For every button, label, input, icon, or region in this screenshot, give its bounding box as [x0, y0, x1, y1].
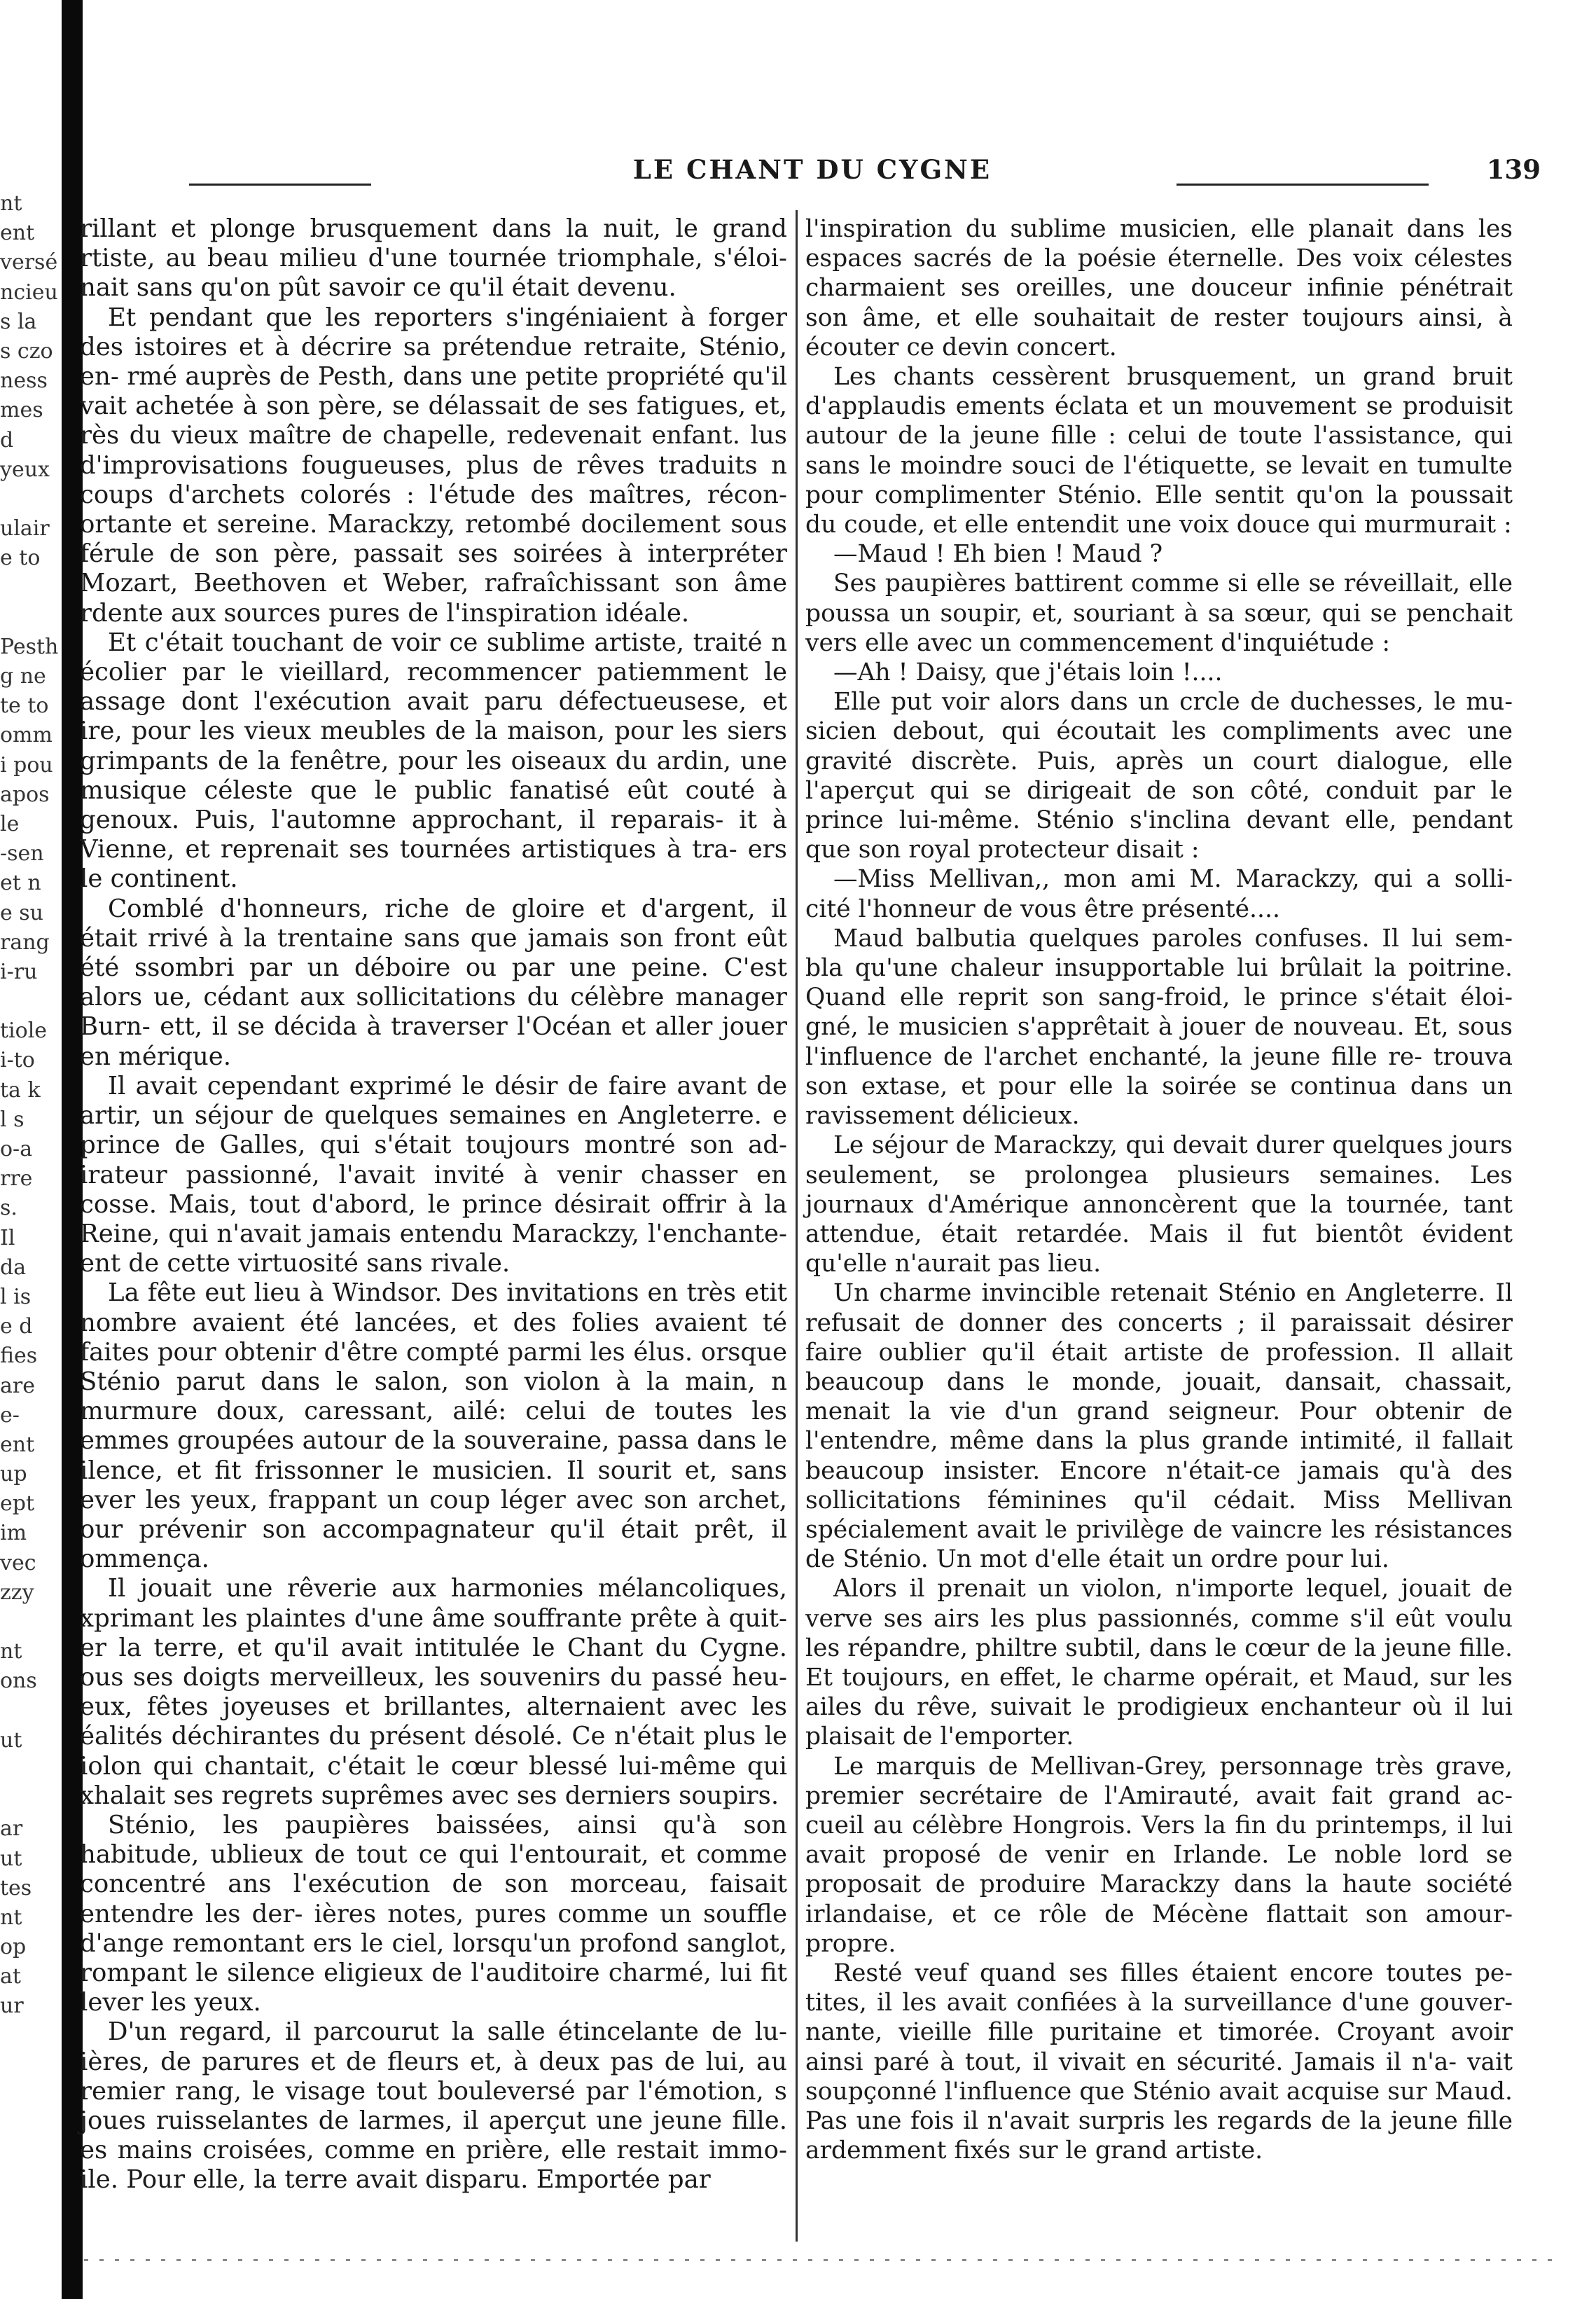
spill-fragment: e d [0, 1314, 33, 1339]
spill-fragment: rre [0, 1166, 33, 1192]
spill-fragment: apos [0, 782, 50, 807]
spill-fragment: -sen [0, 841, 44, 867]
spill-fragment: im [0, 1521, 27, 1546]
spill-fragment: rang [0, 930, 50, 955]
paragraph: Il jouait une rêverie aux harmonies mélancoliques, xprimant les plaintes d'une âme souffrante prête à quit- er la terre, et qu'il avait intitulée le Chant du Cygne. ous ses doigts merveilleux, les souvenirs du passé heu- eux, fêtes joyeuses et brillantes, alternaient avec les éalités déchirantes du présent désolé. Ce n'était plus le iolon qui chantait, c'était le cœur blessé lui-même qui xhalait ses regrets suprêmes avec ses derniers soupirs. [80, 1574, 787, 1810]
spill-fragment: fies [0, 1344, 38, 1369]
spill-fragment: s. [0, 1196, 18, 1221]
spill-fragment: et n [0, 871, 41, 896]
paragraph: Un charme invincible retenait Sténio en Angleterre. Il refusait de donner des concerts ; il paraissait désirer faire oublier qu'il était artiste de profession. Il allait beaucoup dans le monde, jouait, dansait, chassait, menait la vie d'un grand seigneur. Pour obtenir de l'entendre, même dans la plus grande intimité, il fallait beaucoup insister. Encore n'était-ce jamais qu'à des sollicitations féminines qu'il cédait. Miss Mellivan spécialement avait le privilège de vaincre les résistances de Sténio. Un mot d'elle était un ordre pour lui. [805, 1279, 1513, 1574]
spill-fragment: e- [0, 1402, 20, 1428]
spill-fragment [0, 1785, 59, 1814]
paragraph: l'inspiration du sublime musicien, elle planait dans les espaces sacrés de la poésie éternelle. Des voix célestes charmaient ses oreilles, une douceur infinie pénétrait son âme, et elle souhaitait de rester toujours ainsi, à écouter ce devin concert. [805, 215, 1513, 361]
spill-fragment: e to [0, 546, 41, 571]
spill-fragment: nt [0, 1639, 22, 1664]
paragraph: D'un regard, il parcourut la salle étincelante de lu- ières, de parures et de fleurs et, à deux pas de lui, au remier rang, le visage tout bouleversé par l'émotion, s joues ruisselantes de larmes, il aperçut une jeune fille. es mains croisées, comme en prière, elle restait immo- ile. Pour elle, la terre avait disparu. Emportée par [80, 2017, 787, 2195]
spill-fragment [0, 1755, 59, 1785]
spill-fragment: are [0, 1373, 35, 1398]
spill-fragment: ept [0, 1491, 35, 1517]
paragraph: Et pendant que les reporters s'ingéniaient à forger des istoires et à décrire sa prétendue retraite, Sténio, en- rmé auprès de Pesth, dans une petite propriété qu'il vait achetée à son père, se délassait de ses fatigues, et, rès du vieux maître de chapelle, redevenait enfant. lus d'improvisations fougueuses, plus de rêves traduits n coups d'archets colorés : l'étude des maîtres, récon- ortante et sereine. Marackzy, retombé docilement sous férule de son père, passait ses soirées à interpréter Mozart, Beethoven et Weber, rafraîchissant son âme rdente aux sources pures de l'inspiration idéale. [80, 303, 787, 628]
spill-fragment: up [0, 1462, 27, 1487]
spill-fragment: s czo [0, 338, 53, 364]
spill-fragment: ar [0, 1816, 23, 1842]
spill-fragment: d [0, 427, 14, 453]
paragraph: Elle put voir alors dans un crcle de duchesses, le mu- sicien debout, qui écoutait les compliments avec une gravité discrète. Puis, après un court dialogue, elle l'aperçut qui se dirigeait de son côté, conduit par le prince lui-même. Sténio s'inclina devant elle, pendant que son royal protecteur disait : [805, 688, 1513, 864]
paragraph: La fête eut lieu à Windsor. Des invitations en très etit nombre avaient été lancées, et des folies avaient té faites pour obtenir d'être compté parmi les élus. orsque Sténio parut dans le salon, son violon à la main, n murmure doux, caressant, ailé: celui de toutes les emmes groupées autour de la souveraine, passa dans le ilence, et fit frissonner le musicien. Il sourit et, sans ever les yeux, frappant un coup léger avec son archet, our prévenir son accompagnateur qu'il était prêt, il ommença. [80, 1278, 787, 1574]
spill-fragment [0, 1697, 59, 1726]
spill-fragment: tes [0, 1875, 32, 1900]
page-number: 139 [1486, 154, 1541, 185]
spill-fragment: at [0, 1964, 21, 1989]
page-title: LE CHANT DU CYGNE [632, 154, 992, 185]
paragraph: Ses paupières battirent comme si elle se réveillait, elle poussa un soupir, et, souriant à sa sœur, qui se penchait vers elle avec un commencement d'inquiétude : [805, 569, 1513, 657]
spill-fragment: ncieu [0, 279, 58, 305]
left-column [80, 214, 787, 2195]
spill-fragment: omm [0, 723, 53, 748]
spill-fragment: versé [0, 250, 58, 275]
column-divider [796, 210, 798, 2242]
spill-fragment: o-a [0, 1137, 33, 1161]
paragraph: Maud balbutia quelques paroles confuses. Il lui sem- bla qu'une chaleur insupportable lui brûlait la poitrine. Quand elle reprit son sang-froid, le prince s'était éloi- gné, le musicien s'apprêtait à jouer de nouveau. Et, sous l'influence de l'archet enchanté, la jeune fille re- trouva son extase, et pour elle la soirée se continua dans un ravissement délicieux. [805, 924, 1513, 1131]
spill-fragment: ent [0, 221, 35, 246]
paragraph: Resté veuf quand ses filles étaient encore toutes pe- tites, il les avait confiées à la surveillance d'une gouver- nante, vieille fille puritaine et timorée. Croyant avoir ainsi paré à tout, il vivait en sécurité. Jamais il n'a- vait soupçonné l'influence que Sténio avait acquise sur Maud. Pas une fois il n'avait surpris les regards de la jeune fille ardemment fixés sur le grand artiste. [805, 1959, 1513, 2165]
spill-fragment: op [0, 1935, 27, 1960]
spill-fragment: yeux [0, 457, 50, 482]
spill-fragment [0, 1608, 59, 1637]
paragraph: Le séjour de Marackzy, qui devait durer quelques jours seulement, se prolongea plusieurs semaines. Les journaux d'Amérique annoncèrent que la tournée, tant attendue, était retardée. Mais il fut bientôt évident qu'elle n'aurait pas lieu. [805, 1131, 1513, 1278]
paragraph: rillant et plonge brusquement dans la nuit, le grand rtiste, au beau milieu d'une tournée triomphale, s'éloi- nait sans qu'on pût savoir ce qu'il était devenu. [80, 214, 787, 303]
spill-fragment [0, 485, 59, 514]
spill-fragment: g ne [0, 664, 46, 689]
spill-fragment: zzy [0, 1580, 34, 1605]
spill-fragment: nt [0, 191, 22, 216]
paragraph: Sténio, les paupières baissées, ainsi qu'à son habitude, ublieux de tout ce qui l'entourait, et comme concentré ans l'exécution de son morceau, faisait entendre les der- ières notes, pures comme un souffle d'ange remontant ers le ciel, lorsqu'un profond sanglot, rompant le silence eligieux de l'auditoire charmé, lui fit lever les yeux. [80, 1810, 787, 2017]
spill-fragment: ness [0, 368, 48, 394]
spill-fragment: i-to [0, 1048, 35, 1073]
facing-page-fragments [0, 189, 59, 2022]
spill-fragment [0, 603, 59, 633]
spill-fragment: Il [0, 1225, 15, 1250]
spill-fragment: l is [0, 1284, 32, 1309]
spill-fragment: nt [0, 1905, 22, 1930]
running-head [84, 153, 1541, 195]
spill-fragment: mes [0, 398, 43, 423]
spill-fragment: Pesth [0, 634, 59, 659]
spill-fragment: ur [0, 1994, 24, 2019]
spill-fragment: vec [0, 1550, 36, 1575]
spill-fragment: ut [0, 1846, 22, 1871]
spill-fragment: ut [0, 1727, 22, 1753]
paragraph: Et c'était touchant de voir ce sublime artiste, traité n écolier par le vieillard, recommencer patiemment le assage dont l'exécution avait paru défectueusese, et ire, pour les vieux meubles de la maison, pour les siers grimpants de la fenêtre, pour les oiseaux du ardin, une musique céleste que le public fanatisé eût couté à genoux. Puis, l'automne approchant, il reparais- it à Vienne, et reprenait ses tournées artistiques à tra- ers le continent. [80, 628, 787, 894]
bottom-edge-noise [84, 2259, 1555, 2261]
spill-fragment: le [0, 811, 20, 836]
paragraph: Il avait cependant exprimé le désir de faire avant de artir, un séjour de quelques semaines en Angleterre. e prince de Galles, qui s'était toujours montré son ad- irateur passionné, l'avait invité à venir chasser en cosse. Mais, tout d'abord, le prince désirait offrir à la Reine, qui n'avait jamais entendu Marackzy, l'enchante- ent de cette virtuosité sans rivale. [80, 1071, 787, 1278]
paragraph: —Miss Mellivan,, mon ami M. Marackzy, qui a solli- cité l'honneur de vous être présenté.... [805, 865, 1513, 923]
spill-fragment: ent [0, 1432, 35, 1457]
paragraph: Les chants cessèrent brusquement, un grand bruit d'applaudis ements éclata et un mouvement se produisit autour de la jeune fille : celui de toute l'assistance, qui sans le moindre souci de l'étiquette, se levait en tumulte pour complimenter Sténio. Elle sentit qu'on la poussait du coude, et elle entendit une voix douce qui murmurait : [805, 363, 1513, 539]
spill-fragment: te to [0, 693, 49, 719]
spill-fragment: s la [0, 309, 37, 334]
spill-fragment: ons [0, 1669, 37, 1694]
paragraph: —Ah ! Daisy, que j'étais loin !.... [833, 658, 1223, 687]
spill-fragment: i pou [0, 752, 53, 778]
spill-fragment [0, 573, 59, 602]
spill-fragment: i-ru [0, 959, 38, 984]
paragraph: Alors il prenait un violon, n'importe lequel, jouait de verve ses airs les plus passionnés, comme s'il eût voulu les répandre, philtre subtil, dans le cœur de la jeune fille. Et toujours, en effet, le charme opérait, et Maud, sur les ailes du rêve, suivait le prodigieux enchanteur où il lui plaisait de l'emporter. [805, 1575, 1513, 1751]
spill-fragment: ta k [0, 1077, 41, 1103]
spill-fragment: da [0, 1255, 27, 1280]
spill-fragment: ulair [0, 516, 50, 541]
spill-fragment: tiole [0, 1019, 48, 1044]
spill-fragment: l s [0, 1107, 25, 1132]
paragraph: Comblé d'honneurs, riche de gloire et d'argent, il était rrivé à la trentaine sans que jamais son front eût été ssombri par un déboire ou par une peine. C'est alors ue, cédant aux sollicitations du célèbre manager Burn- ett, il se décida à traverser l'Océan et aller jouer en mérique. [80, 894, 787, 1071]
paragraph: —Maud ! Eh bien ! Maud ? [833, 540, 1163, 569]
spill-fragment: e su [0, 900, 44, 925]
right-column [805, 214, 1513, 2165]
paragraph: Le marquis de Mellivan-Grey, personnage très grave, premier secrétaire de l'Amirauté, avait fait grand ac- cueil au célèbre Hongrois. Vers la fin du printemps, il lui avait proposé de venir en Irlande. Le noble lord se proposait de produire Marackzy dans la haute société irlandaise, et ce rôle de Mécène flattait son amour- propre. [805, 1752, 1513, 1958]
spill-fragment [0, 987, 59, 1016]
